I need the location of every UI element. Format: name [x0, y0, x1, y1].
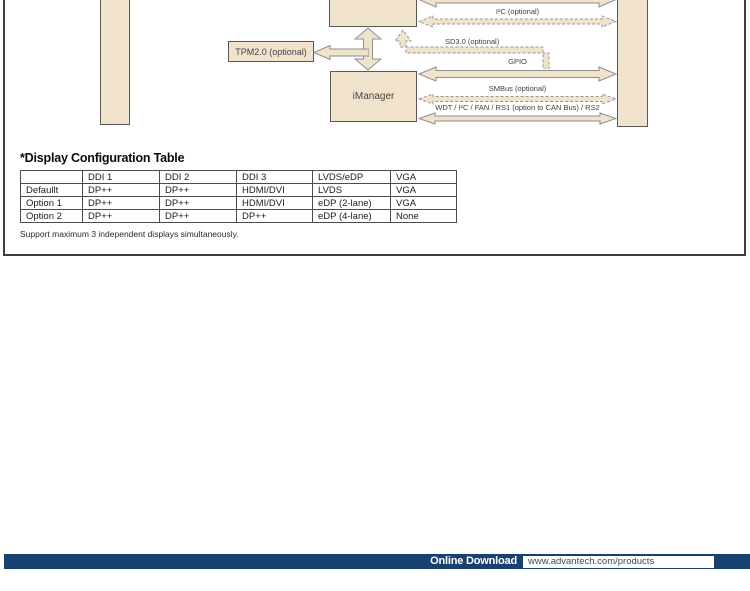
header-cell: VGA — [391, 171, 457, 184]
table-header-row — [21, 171, 457, 184]
bus-label-i2c: I²C (optional) — [495, 6, 540, 16]
header-cell: LVDS/eDP — [313, 171, 391, 184]
bus-arrow-i2c — [418, 15, 617, 28]
table-cell: LVDS — [313, 184, 391, 197]
bus-arrow-gpio — [418, 66, 617, 82]
table-cell: DP++ — [160, 184, 237, 197]
table-row — [21, 184, 457, 197]
table-cell: eDP (2-lane) — [313, 197, 391, 210]
tpm-block-label: TPM2.0 (optional) — [235, 46, 307, 57]
table-row — [21, 197, 457, 210]
diagram-block-left — [100, 0, 130, 125]
display-table-footnote: Support maximum 3 independent displays simultaneously. — [20, 229, 239, 239]
table-cell: VGA — [391, 197, 457, 210]
display-configuration-table — [20, 170, 457, 223]
table-cell: DP++ — [237, 210, 313, 223]
bus-label-sd3: SD3.0 (optional) — [445, 37, 500, 46]
table-cell: eDP (4-lane) — [313, 210, 391, 223]
header-cell: DDI 1 — [83, 171, 160, 184]
online-download-bar — [4, 554, 750, 569]
table-cell: VGA — [391, 184, 457, 197]
table-cell: HDMI/DVI — [237, 197, 313, 210]
table-cell: DP++ — [160, 197, 237, 210]
table-cell: DP++ — [83, 210, 160, 223]
online-download-label: Online Download — [430, 555, 517, 567]
bus-label-gpio: GPIO — [508, 57, 527, 66]
tpm-block — [228, 41, 314, 62]
table-cell: DP++ — [160, 210, 237, 223]
table-cell: DP++ — [83, 197, 160, 210]
imanager-block — [330, 71, 417, 122]
header-cell — [21, 171, 83, 184]
diagram-block-chipset — [329, 0, 417, 27]
download-url[interactable]: www.advantech.com/products — [528, 556, 655, 567]
tpm-arrow — [313, 44, 369, 61]
header-cell: DDI 3 — [237, 171, 313, 184]
bus-arrow-wdt — [418, 112, 617, 125]
header-cell: DDI 2 — [160, 171, 237, 184]
diagram-block-right — [617, 0, 648, 127]
download-url-box — [523, 556, 714, 568]
table-cell: HDMI/DVI — [237, 184, 313, 197]
table-row — [21, 210, 457, 223]
row-label: Defaullt — [21, 184, 83, 197]
row-label: Option 2 — [21, 210, 83, 223]
row-label: Option 1 — [21, 197, 83, 210]
imanager-block-label: iManager — [352, 91, 395, 102]
bus-label-wdt: WDT / I²C / FAN / RS1 (option to CAN Bus) / RS2 — [435, 103, 600, 112]
table-cell: None — [391, 210, 457, 223]
display-table-title: *Display Configuration Table — [20, 151, 185, 165]
table-cell: DP++ — [83, 184, 160, 197]
bus-label-smbus: SMBus (optional) — [488, 83, 547, 93]
